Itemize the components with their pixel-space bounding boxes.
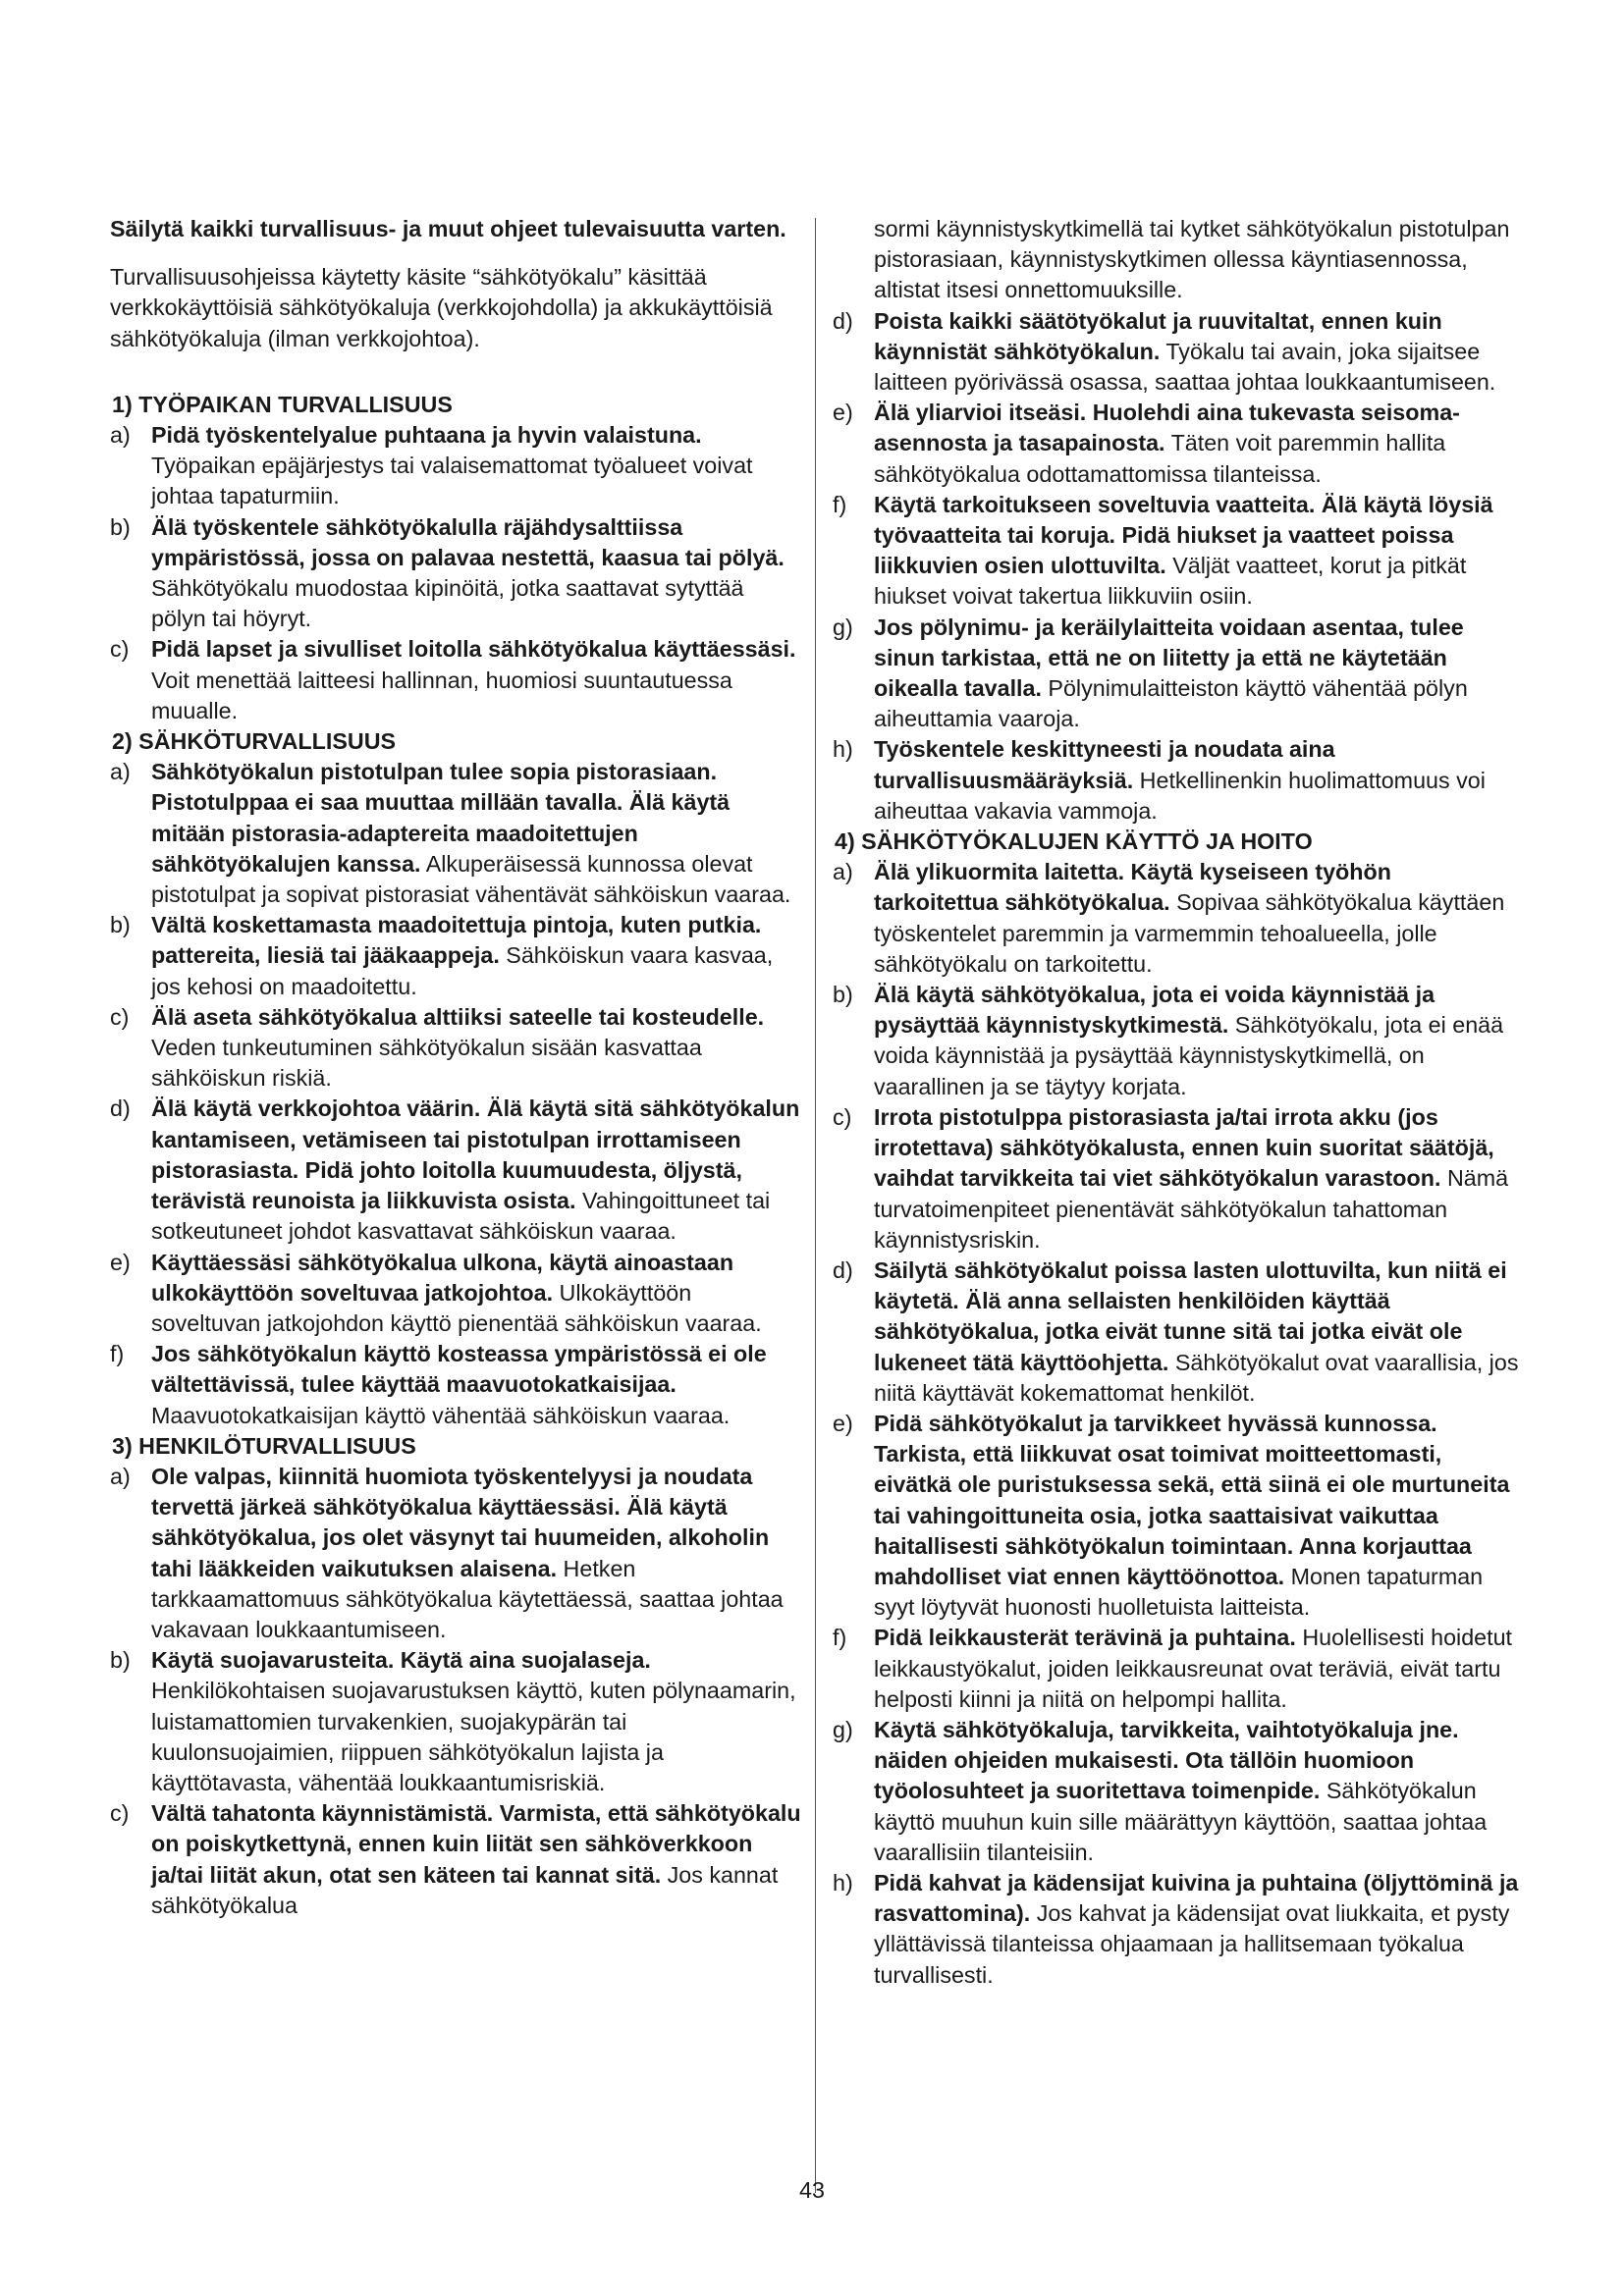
item-letter: b): [110, 513, 131, 540]
item-text: Sähkötyökalu, jota ei enää voida käynnistää ja pysäyttää käynnistyskytkimellä, on vaarallinen ja se täytyy korjata.: [874, 1012, 1504, 1099]
item-letter: e): [110, 1249, 131, 1275]
item-bold: Poista kaikki säätötyökalut ja ruuvitaltat, ennen kuin käynnistät sähkötyökalun.: [874, 307, 1442, 364]
item-letter: b): [110, 912, 131, 938]
list-item: [833, 1623, 1520, 1715]
column-divider: [815, 218, 816, 2193]
item-bold: Säilytä sähkötyökalut poissa lasten ulottuvilta, kun niitä ei käytetä. Älä anna sellaisten henkilöiden käyttää sähkötyökalua, jotka eivät tunne sitä tai jotka eivät ole lukeneet tätä käyttöohjetta.: [874, 1256, 1507, 1375]
item-letter: h): [833, 736, 853, 763]
item-letter: f): [833, 1625, 847, 1651]
item-letter: d): [110, 1095, 131, 1122]
item-bold: Vältä koskettamasta maadoitettuja pintoja, kuten putkia. pattereita, liesiä tai jääkaappeja.: [151, 912, 762, 969]
item-letter: e): [833, 1410, 853, 1436]
item-letter: g): [833, 614, 853, 640]
item-letter: c): [833, 1103, 852, 1130]
item-bold: Pidä leikkausterät terävinä ja puhtaina.: [874, 1625, 1296, 1651]
list-item-continuation: [833, 214, 1520, 306]
item-letter: a): [110, 759, 131, 785]
item-bold: Älä ylikuormita laitetta. Käytä kyseiseen työhön tarkoitettua sähkötyökalua.: [874, 859, 1391, 916]
list-item: [833, 1102, 1520, 1255]
item-bold: Älä aseta sähkötyökalua alttiiksi sateelle tai kosteudelle.: [151, 1003, 765, 1030]
item-bold: Älä yliarvioi itseäsi. Huolehdi aina tukevasta seisoma-asennosta ja tasapainosta.: [874, 400, 1460, 456]
item-bold: Ole valpas, kiinnitä huomiota työskentelyysi ja noudata tervettä järkeä sähkötyökalua käyttäessäsi. Älä käytä sähkötyökalua, jos olet väsynyt tai huumeiden, alkoholin tahi lääkkeiden vaikutuksen alaisena.: [151, 1463, 770, 1581]
item-text: Sähköiskun vaara kasvaa, jos kehosi on maadoitettu.: [151, 942, 774, 999]
list-item: [833, 1255, 1520, 1409]
list-item: [110, 512, 802, 635]
list-item: [833, 398, 1520, 490]
list-item: [833, 857, 1520, 980]
item-bold: Käyttäessäsi sähkötyökalua ulkona, käytä ainoastaan ulkokäyttöön soveltuvaa jatkojohtoa.: [151, 1249, 734, 1306]
item-letter: e): [833, 400, 853, 426]
item-letter: b): [833, 982, 853, 1008]
list-item: [833, 734, 1520, 827]
item-text: Jos kahvat ja kädensijat ovat liukkaita, et pysty yllättävissä tilanteissa ohjaamaan ja hallitsemaan työkalua turvallisesti.: [874, 1900, 1510, 1988]
list-item: [110, 1094, 802, 1247]
item-text: Maavuotokatkaisijan käyttö vähentää sähköiskun vaaraa.: [151, 1402, 731, 1428]
item-bold: Irrota pistotulppa pistorasiasta ja/tai irrota akku (jos irrotettava) sähkötyökalusta, ennen kuin suoritat säätöjä, vaihdat tarvikkeita tai viet sähkötyökalun varastoon.: [874, 1103, 1494, 1192]
section-title: 3) HENKILÖTURVALLISUUS: [112, 1432, 416, 1459]
item-letter: c): [110, 1003, 130, 1030]
list-item: [833, 980, 1520, 1102]
list-item: [833, 1868, 1520, 1991]
section-title: 1) TYÖPAIKAN TURVALLISUUS: [112, 391, 453, 417]
item-letter: f): [110, 1341, 125, 1367]
item-bold: Pidä kahvat ja kädensijat kuivina ja puhtaina (öljyttöminä ja rasvattomina).: [874, 1869, 1519, 1927]
item-text: Huolellisesti hoidetut leikkaustyökalut, joiden leikkausreunat ovat teräviä, eivät tartu helposti kiinni ja niitä on helpompi hallita.: [874, 1625, 1513, 1712]
item-text: Hetkellinenkin huolimattomuus voi aiheuttaa vakavia vammoja.: [874, 767, 1486, 824]
item-text: Monen tapaturman syyt löytyvät huonosti huolletuista laitteista.: [874, 1563, 1484, 1621]
list-item: [110, 1798, 802, 1921]
list-item: [110, 420, 802, 512]
item-letter: h): [833, 1869, 853, 1896]
section-title: 4) SÄHKÖTYÖKALUJEN KÄYTTÖ JA HOITO: [835, 828, 1313, 855]
item-bold: Käytä suojavarusteita. Käytä aina suojalaseja.: [151, 1647, 651, 1674]
item-text: Työkalu tai avain, joka sijaitsee laitteen pyörivässä osassa, saattaa johtaa loukkaantumiseen.: [874, 338, 1496, 396]
list-item: [833, 1409, 1520, 1623]
item-letter: b): [110, 1647, 131, 1674]
item-bold: Käytä tarkoitukseen soveltuvia vaatteita. Älä käytä löysiä työvaatteita tai koruja. Pidä hiukset ja vaatteet poissa liikkuvien osien ulottuvilta.: [874, 491, 1493, 579]
item-text: sormi käynnistyskytkimellä tai kytket sähkötyökalun pistotulpan pistorasiaan, käynnistyskytkimen ollessa käyntiasennossa, altistat itsesi onnettomuuksille.: [874, 216, 1510, 303]
item-text: Täten voit paremmin hallita sähkötyökalua odottamattomissa tilanteissa.: [874, 430, 1446, 487]
item-text: Pölynimulaitteiston käyttö vähentää pölyn aiheuttamia vaaroja.: [874, 675, 1468, 732]
list-item: [110, 1645, 802, 1798]
item-text: Henkilökohtaisen suojavarustuksen käyttö, kuten pölynaamarin, luistamattomien turvakenkien, suojakypärän tai kuulonsuojaimien, riippuen sähkötyökalun lajista ja käyttötavasta, vähentää loukkaantumisriskiä.: [151, 1678, 796, 1795]
item-bold: Vältä tahatonta käynnistämistä. Varmista, että sähkötyökalu on poiskytkettynä, ennen kuin liität sen sähköverkkoon ja/tai liität akun, otat sen käteen tai kannat sitä.: [151, 1800, 801, 1888]
item-bold: Älä käytä sähkötyökalua, jota ei voida käynnistää ja pysäyttää käynnistyskytkimestä.: [874, 982, 1435, 1039]
item-letter: g): [833, 1716, 853, 1742]
list-item: [833, 1715, 1520, 1868]
item-letter: a): [833, 859, 853, 885]
item-letter: d): [833, 307, 853, 334]
item-letter: a): [110, 1463, 131, 1489]
left-column: [110, 214, 802, 1921]
item-text: Alkuperäisessä kunnossa olevat pistotulpat ja sopivat pistorasiat vähentävät sähköiskun vaaraa.: [151, 850, 791, 908]
list-item: [833, 306, 1520, 399]
intro-heading: Säilytä kaikki turvallisuus- ja muut ohjeet tulevaisuutta varten.: [110, 216, 786, 241]
item-text: Sopivaa sähkötyökalua käyttäen työskentelet paremmin ja varmemmin tehoalueella, jolle sähkötyökalu on tarkoitettu.: [874, 889, 1505, 977]
list-item: [833, 613, 1520, 735]
item-bold: Älä käytä verkkojohtoa väärin. Älä käytä sitä sähkötyökalun kantamiseen, vetämiseen tai pistotulpan irrottamiseen pistorasiasta. Pidä johto loitolla kuumuudesta, öljystä, terävistä reunoista ja liikkuvista osista.: [151, 1095, 800, 1214]
list-item: [110, 1339, 802, 1431]
list-item: [110, 1002, 802, 1095]
item-letter: c): [110, 636, 130, 663]
item-text: Jos kannat sähkötyökalua: [151, 1861, 779, 1918]
item-bold: Käytä sähkötyökaluja, tarvikkeita, vaihtotyökaluja jne. näiden ohjeiden mukaisesti. Ota tällöin huomioon työolosuhteet ja suoritettava toimenpide.: [874, 1716, 1459, 1804]
item-text: Väljät vaatteet, korut ja pitkät hiukset voivat takertua liikkuviin osiin.: [874, 553, 1467, 610]
list-item: [110, 1462, 802, 1645]
item-text: Vahingoittuneet tai sotkeutuneet johdot kasvattavat sähköiskun vaaraa.: [151, 1188, 771, 1245]
list-item: [110, 634, 802, 726]
item-text: Sähkötyökalu muodostaa kipinöitä, jotka saattavat sytyttää pölyn tai höyryt.: [151, 575, 744, 632]
item-text: Sähkötyökalun käyttö muuhun kuin sille määrättyyn käyttöön, saattaa johtaa vaarallisiin tilanteisiin.: [874, 1778, 1488, 1865]
item-text: Ulkokäyttöön soveltuvan jatkojohdon käyttö pienentää sähköiskun vaaraa.: [151, 1279, 762, 1336]
list-item: [110, 1248, 802, 1340]
item-bold: Jos pölynimu- ja keräilylaitteita voidaan asentaa, tulee sinun tarkistaa, että ne on liitetty ja että ne käytetään oikealla tavalla.: [874, 614, 1464, 702]
list-item: [110, 910, 802, 1002]
item-bold: Pidä lapset ja sivulliset loitolla sähkötyökalua käyttäessäsi.: [151, 636, 796, 663]
intro-text: Turvallisuusohjeissa käytetty käsite “sähkötyökalu” käsittää verkkokäyttöisiä sähkötyökaluja (verkkojohdolla) ja akkukäyttöisiä sähkötyökaluja (ilman verkkojohtoa).: [110, 264, 773, 351]
item-bold: Jos sähkötyökalun käyttö kosteassa ympäristössä ei ole vältettävissä, tulee käyttää maavuotokatkaisijaa.: [151, 1341, 767, 1398]
page-number: 43: [799, 2177, 825, 2203]
item-text: Voit menettää laitteesi hallinnan, huomiosi suuntautuessa muualle.: [151, 667, 732, 723]
list-item: [833, 490, 1520, 613]
item-letter: c): [110, 1800, 130, 1827]
item-letter: a): [110, 422, 131, 449]
item-bold: Sähkötyökalun pistotulpan tulee sopia pistorasiaan. Pistotulppaa ei saa muuttaa millään tavalla. Älä käytä mitään pistorasia-adaptereita maadoitettujen sähkötyökalujen kanssa.: [151, 759, 731, 877]
item-letter: d): [833, 1256, 853, 1283]
right-column: [833, 214, 1520, 1991]
item-bold: Älä työskentele sähkötyökalulla räjähdysalttiissa ympäristössä, jossa on palavaa nestettä, kaasua tai pölyä.: [151, 513, 785, 570]
item-letter: f): [833, 491, 847, 517]
item-text: Nämä turvatoimenpiteet pienentävät sähkötyökalun tahattoman käynnistysriskin.: [874, 1165, 1509, 1253]
item-text: Työpaikan epäjärjestys tai valaisemattomat työalueet voivat johtaa tapaturmiin.: [151, 453, 753, 509]
item-text: Sähkötyökalut ovat vaarallisia, jos niitä käyttävät kokemattomat henkilöt.: [874, 1349, 1519, 1406]
item-bold: Pidä sähkötyökalut ja tarvikkeet hyvässä kunnossa. Tarkista, että liikkuvat osat toimivat moitteettomasti, eivätkä ole puristuksessa sekä, että siinä ei ole murtuneita tai vahingoittuneita osia, jotka saattaisivat vaikuttaa haitallisesti sähkötyökalun toimintaan. Anna korjauttaa mahdolliset viat ennen käyttöönottoa.: [874, 1410, 1510, 1589]
list-item: [110, 757, 802, 910]
item-text: Hetken tarkkaamattomuus sähkötyökalua käytettäessä, saattaa johtaa vakavaan loukkaantumiseen.: [151, 1555, 784, 1642]
item-bold: Työskentele keskittyneesti ja noudata aina turvallisuusmääräyksiä.: [874, 736, 1335, 793]
item-bold: Pidä työskentelyalue puhtaana ja hyvin valaistuna.: [151, 422, 702, 449]
section-title: 2) SÄHKÖTURVALLISUUS: [112, 728, 397, 755]
item-text: Veden tunkeutuminen sähkötyökalun sisään kasvattaa sähköiskun riskiä.: [151, 1035, 702, 1092]
